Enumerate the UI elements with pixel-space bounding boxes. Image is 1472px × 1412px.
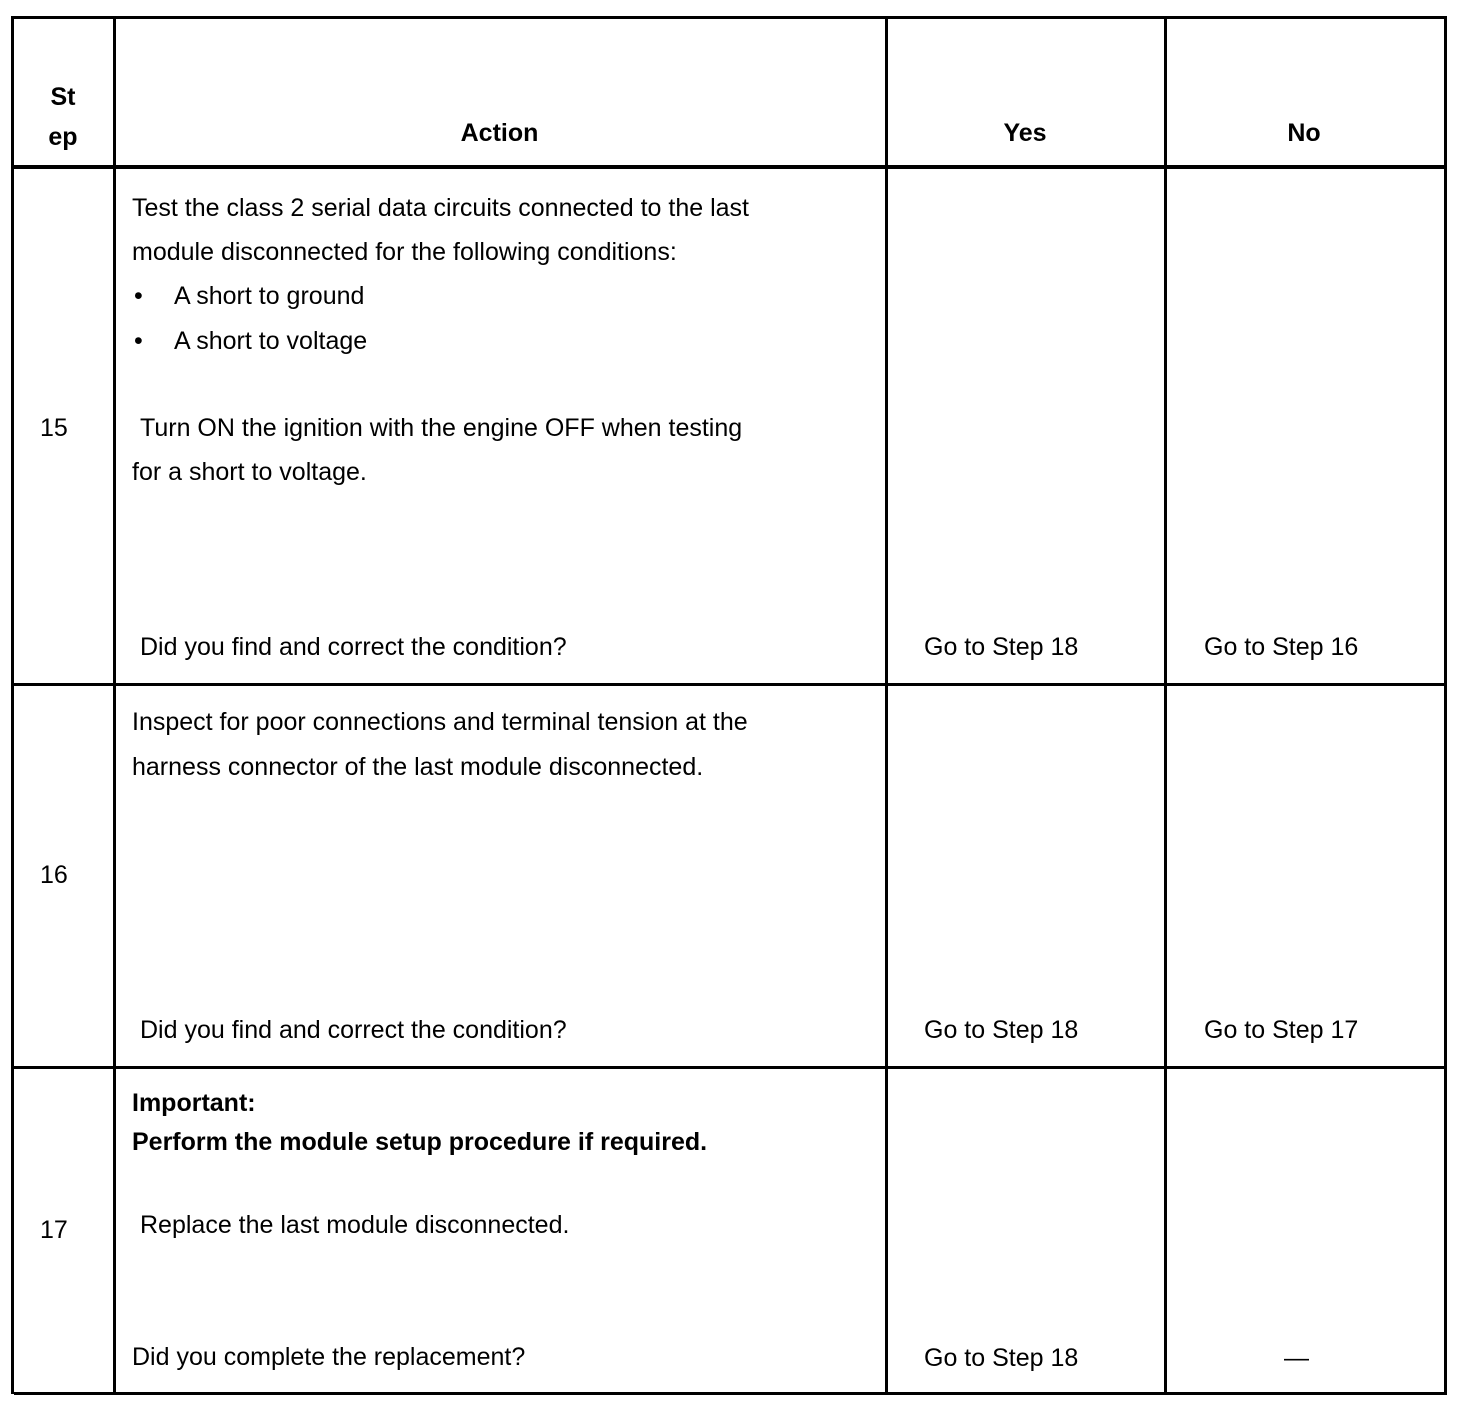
header-step (16, 77, 110, 157)
action-line: Test the class 2 serial data circuits connected to the last (132, 194, 749, 222)
row-divider (14, 1066, 1447, 1069)
header-action: Action (460, 119, 539, 147)
column-divider (113, 19, 116, 1394)
note-line: for a short to voltage. (132, 458, 367, 486)
header-divider (14, 165, 1447, 169)
action-line: Inspect for poor connections and terminal tension at the (132, 708, 748, 736)
column-divider (885, 19, 888, 1394)
bullet-glyph: • (134, 282, 143, 310)
important-label: Important: (132, 1089, 256, 1117)
yes-result: Go to Step 18 (924, 633, 1079, 661)
header-step-line1: St (50, 83, 76, 111)
yes-result: Go to Step 18 (924, 1344, 1079, 1372)
bullet-text: A short to ground (174, 282, 365, 310)
header-no: No (1287, 119, 1321, 147)
bullet-glyph: • (134, 327, 143, 355)
step-number: 17 (40, 1216, 68, 1244)
action-line: harness connector of the last module disconnected. (132, 753, 704, 781)
question-text: Did you find and correct the condition? (140, 633, 567, 661)
note-line: Turn ON the ignition with the engine OFF when testing (140, 414, 743, 442)
header-yes: Yes (1003, 119, 1047, 147)
column-divider (1444, 19, 1447, 1394)
important-text: Perform the module setup procedure if required. (132, 1128, 708, 1156)
bullet-text: A short to voltage (174, 327, 368, 355)
header-step-line2: ep (48, 123, 78, 151)
no-result: Go to Step 16 (1204, 633, 1359, 661)
step-number: 16 (40, 861, 68, 889)
diagnostic-table (11, 16, 1447, 1394)
row-divider (14, 683, 1447, 686)
step-number: 15 (40, 414, 68, 442)
column-divider (1164, 19, 1167, 1394)
question-text: Did you complete the replacement? (132, 1343, 526, 1371)
action-line: module disconnected for the following conditions: (132, 238, 677, 266)
row-divider (14, 1392, 1447, 1395)
question-text: Did you find and correct the condition? (140, 1016, 567, 1044)
no-result: — (1284, 1344, 1309, 1372)
action-line: Replace the last module disconnected. (140, 1211, 570, 1239)
yes-result: Go to Step 18 (924, 1016, 1079, 1044)
no-result: Go to Step 17 (1204, 1016, 1359, 1044)
